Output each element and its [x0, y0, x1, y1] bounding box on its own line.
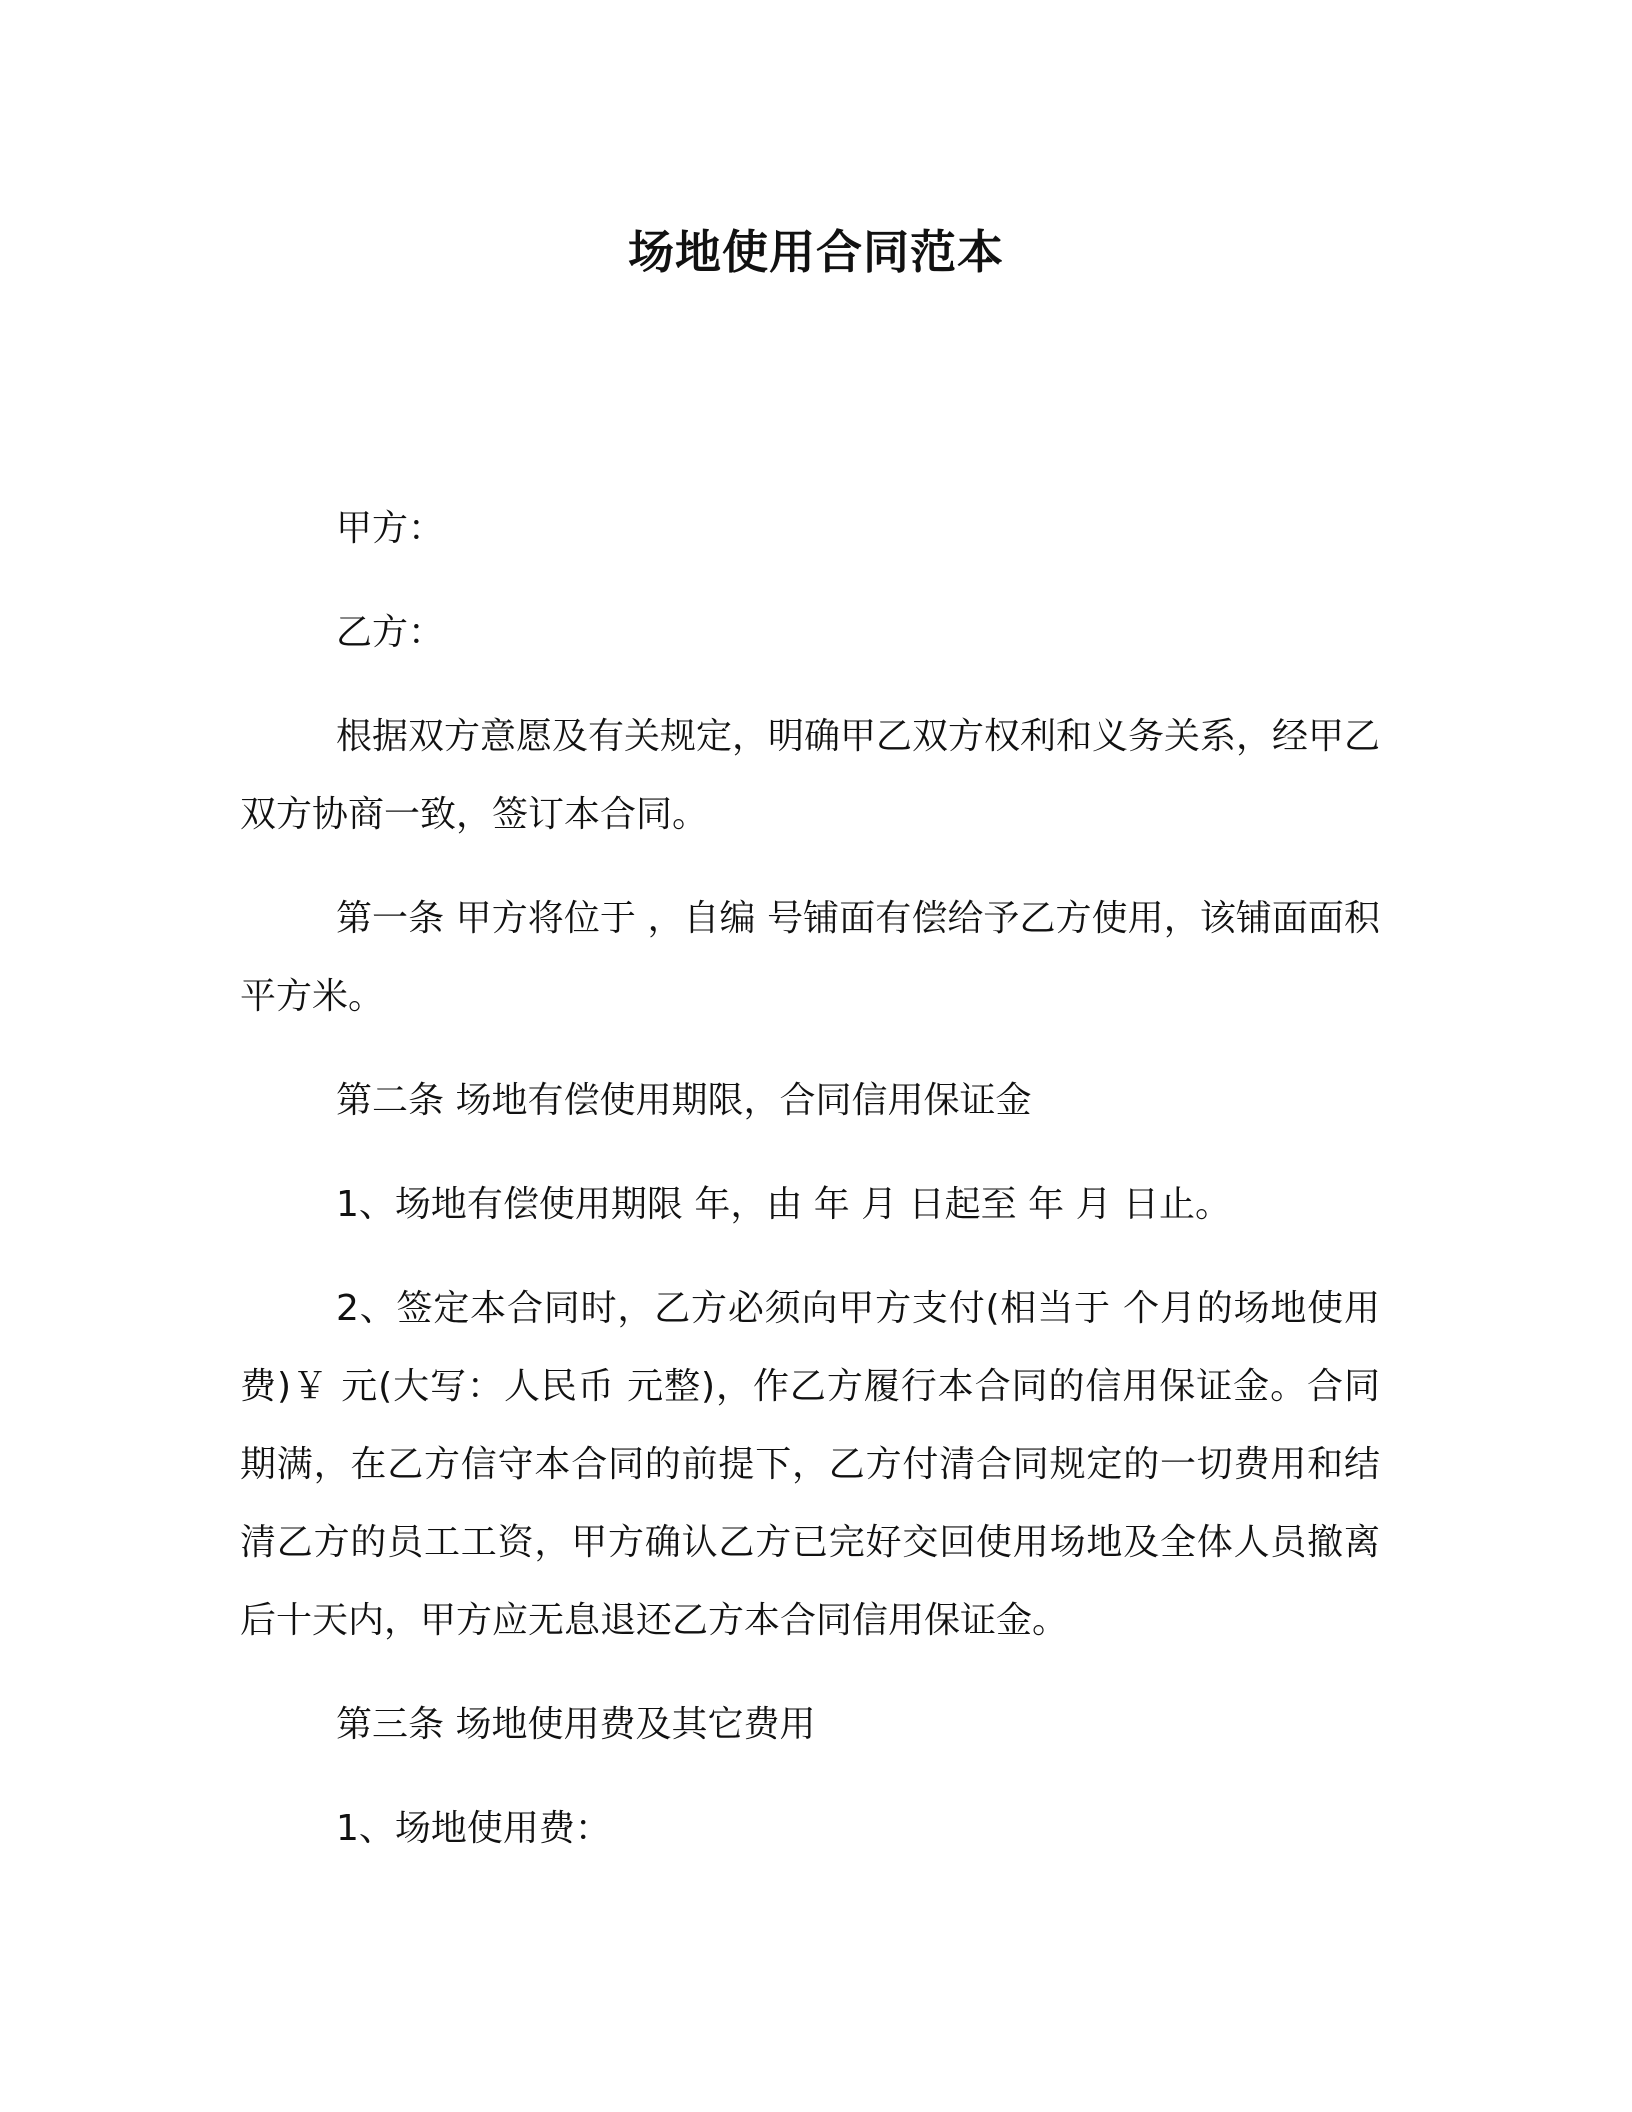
article-3-clause-1: 1、场地使用费： [336, 1808, 611, 1849]
party-b-line: 乙方： [336, 612, 445, 653]
article-2-clause-1: 1、场地有偿使用期限 年，由 年 月 日起至 年 月 日止。 [336, 1184, 1232, 1225]
preamble-paragraph: 根据双方意愿及有关规定，明确甲乙双方权利和义务关系，经甲乙双方协商一致，签订本合同。 [240, 716, 1381, 835]
article-3-heading: 第三条 场地使用费及其它费用 [336, 1704, 816, 1745]
article-2-heading: 第二条 场地有偿使用期限，合同信用保证金 [336, 1080, 1032, 1121]
page-title: 场地使用合同范本 [628, 225, 1004, 279]
article-1: 第一条 甲方将位于 ，自编 号铺面有偿给予乙方使用，该铺面面积 平方米。 [240, 898, 1380, 1017]
party-a-line: 甲方： [336, 508, 445, 549]
article-2-clause-2: 2、签定本合同时，乙方必须向甲方支付(相当于 个月的场地使用费)￥ 元(大写：人民币 元整)，作乙方履行本合同的信用保证金。合同期满，在乙方信守本合同的前提下，乙方付清合同规定的一切费用和结清乙方的员工工资，甲方确认乙方已完好交回使用场地及全体人员撤离后十天内，甲方应无息退还乙方本合同信用保证金。 [240, 1288, 1380, 1641]
document-body [240, 490, 1380, 1894]
